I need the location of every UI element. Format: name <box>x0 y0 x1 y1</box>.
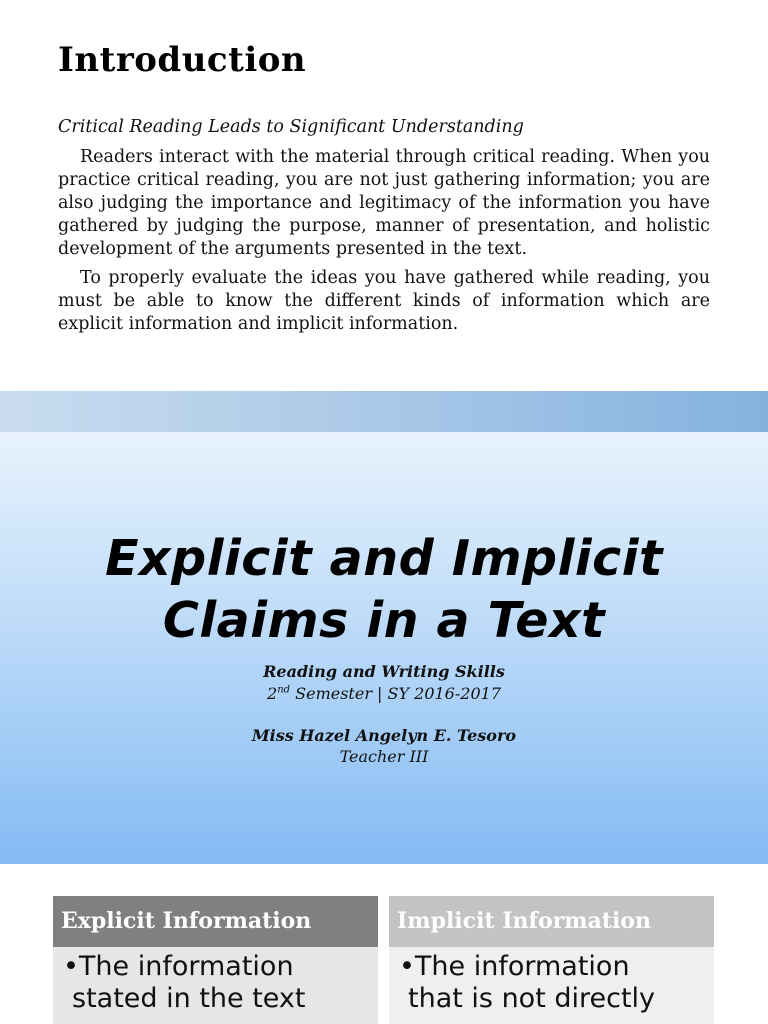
implicit-body <box>389 947 714 1024</box>
implicit-bullet-line-2: that is not directly <box>408 983 656 1014</box>
semester-line <box>0 684 768 703</box>
course-name: Reading and Writing Skills <box>263 662 505 681</box>
explicit-bullet-line-1: •The information <box>63 951 294 982</box>
explicit-header: Explicit Information <box>53 896 378 947</box>
implicit-header: Implicit Information <box>389 896 714 947</box>
semester-ordinal: 2 <box>267 684 278 703</box>
teacher-role: Teacher III <box>339 747 429 766</box>
main-title <box>0 528 768 652</box>
explicit-column <box>53 896 378 1024</box>
semester-ordinal-suffix: nd <box>277 684 291 696</box>
intro-paragraph-1: Readers interact with the material through critical reading. When you practice critical reading, you are not just gathering information; you are also judging the importance and legitimacy of the information you have gathered by judging the purpose, manner of presentation, and holistic development of the arguments presented in the text. <box>58 147 710 259</box>
intro-subtitle: Critical Reading Leads to Significant Understanding <box>58 117 524 137</box>
intro-paragraph-2: To properly evaluate the ideas you have gathered while reading, you must be able to know the different kinds of information which are explicit information and implicit information. <box>58 268 710 334</box>
comparison-slide <box>0 864 768 1024</box>
intro-body <box>58 146 710 342</box>
explicit-bullet-line-2: stated in the text <box>72 983 306 1014</box>
implicit-bullet-line-1: •The information <box>399 951 630 982</box>
title-slide <box>0 432 768 864</box>
implicit-column <box>389 896 714 1024</box>
intro-heading: Introduction <box>58 40 307 80</box>
main-title-line-2: Claims in a Text <box>162 592 606 649</box>
semester-rest: Semester | SY 2016-2017 <box>290 684 501 703</box>
introduction-slide <box>0 0 768 391</box>
slide-divider-band <box>0 391 768 432</box>
teacher-name: Miss Hazel Angelyn E. Tesoro <box>251 726 517 745</box>
explicit-body <box>53 947 378 1024</box>
main-title-line-1: Explicit and Implicit <box>105 530 663 587</box>
